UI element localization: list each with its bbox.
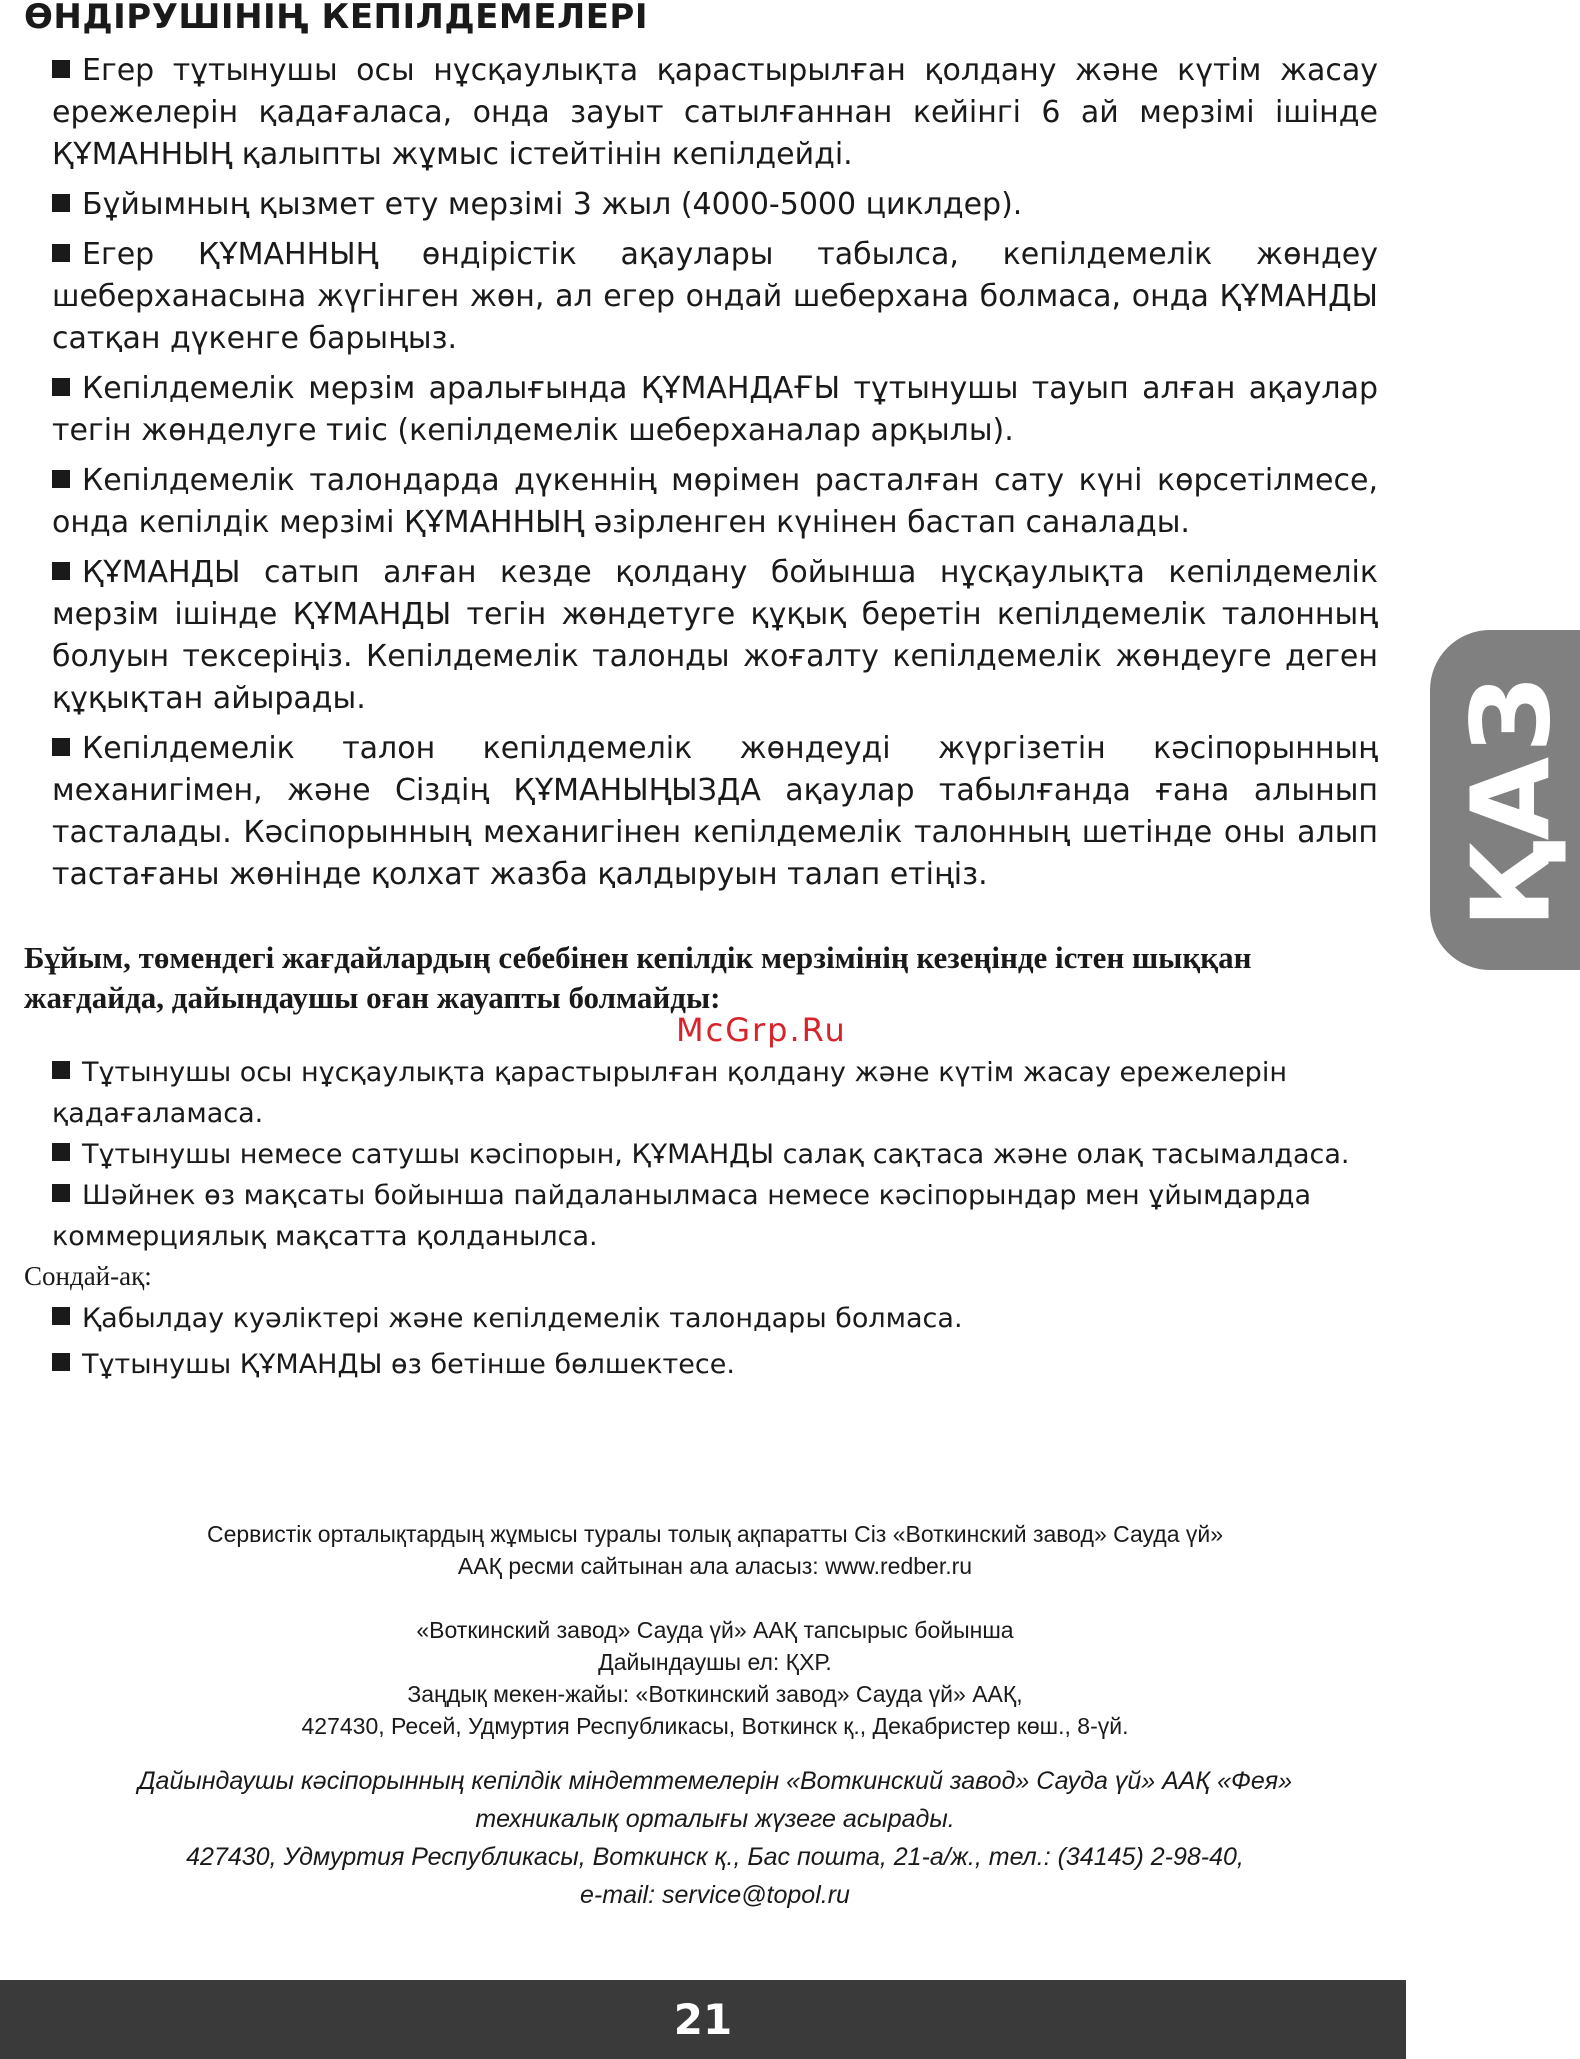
- exclusions-heading: Бұйым, төмендегі жағдайлардың себебінен кепілдік мерзімінің кезеңінде істен шыққан жағдайда, дайындаушы оған жауапты болмайды:: [24, 940, 1252, 1015]
- square-bullet-icon: [52, 60, 70, 78]
- manufacturer-info-line: Заңдық мекен-жайы: «Воткинский завод» Сауда үй» ААҚ,: [407, 1681, 1023, 1707]
- service-info-line: ААҚ ресми сайтынан ала аласыз: www.redber.ru: [457, 1553, 973, 1579]
- exclusion-item: Тұтынушы немесе сатушы кәсіпорын, ҚҰМАНДЫ салақ сақтаса және олақ тасымалдаса.: [52, 1134, 1378, 1175]
- warranty-item: Бұйымның қызмет ету мерзімі 3 жыл (4000-5000 циклдер).: [52, 184, 1378, 226]
- warranty-item: Кепілдемелік талондарда дүкеннің мөрімен расталған сату күні көрсетілмесе, онда кепілдік мерзімі ҚҰМАННЫҢ әзірленген күнінен бастап саналады.: [52, 463, 1378, 540]
- square-bullet-icon: [52, 1307, 70, 1325]
- square-bullet-icon: [52, 738, 70, 756]
- square-bullet-icon: [52, 1143, 70, 1161]
- exclusions-list: [52, 1052, 1378, 1257]
- warranty-list: [52, 50, 1378, 904]
- also-list: [52, 1298, 1378, 1390]
- warranty-item: Кепілдемелік талон кепілдемелік жөндеуді жүргізетін кәсіпорынның механигімен, және Сіздің ҚҰМАНЫҢЫЗДА ақаулар табылғанда ғана алынып тасталады. Кәсіпорынның механигінен кепілдемелік талонның шетінде оны алып тастағаны жөнінде қолхат жазба қалдыруын талап етіңіз.: [52, 731, 1378, 892]
- manufacturer-info-line: «Воткинский завод» Сауда үй» ААҚ тапсырыс бойынша: [416, 1617, 1014, 1643]
- warranty-item: Кепілдемелік мерзім аралығында ҚҰМАНДАҒЫ тұтынушы тауып алған ақаулар тегін жөнделуге тиіс (кепілдемелік шеберханалар арқылы).: [52, 371, 1378, 448]
- exclusion-item: Тұтынушы осы нұсқаулықта қарастырылған қолдану және күтім жасау ережелерін қадағаламаса.: [52, 1057, 1287, 1129]
- warranty-item: ҚҰМАНДЫ сатып алған кезде қолдану бойынша нұсқаулықта кепілдемелік мерзім ішінде ҚҰМАНДЫ тегін жөндетуге құқық беретін кепілдемелік талонның болуын тексеріңіз. Кепілдемелік талонды жоғалту кепілдемелік жөндеуге деген құқықтан айырады.: [52, 555, 1378, 716]
- square-bullet-icon: [52, 470, 70, 488]
- also-item: Тұтынушы ҚҰМАНДЫ өз бетінше бөлшектесе.: [52, 1344, 1378, 1385]
- service-info-line: Сервистік орталықтардың жұмысы туралы толық ақпаратты Сіз «Воткинский завод» Сауда үй»: [206, 1521, 1224, 1547]
- also-item: Қабылдау куәліктері және кепілдемелік талондары болмаса.: [52, 1298, 1378, 1339]
- square-bullet-icon: [52, 194, 70, 212]
- warranty-service-line: 427430, Удмуртия Республикасы, Воткинск қ., Бас пошта, 21-а/ж., тел.: (34145) 2-98-40,: [186, 1843, 1244, 1871]
- square-bullet-icon: [52, 244, 70, 262]
- manufacturer-info-line: Дайындаушы ел: ҚХР.: [598, 1649, 832, 1675]
- square-bullet-icon: [52, 1061, 70, 1079]
- warranty-service-info: [60, 1762, 1370, 1914]
- warranty-service-line: e-mail: service@topol.ru: [580, 1881, 850, 1909]
- square-bullet-icon: [52, 378, 70, 396]
- service-info: [60, 1518, 1370, 1582]
- also-label: Сондай-ақ:: [24, 1261, 152, 1291]
- square-bullet-icon: [52, 1184, 70, 1202]
- warranty-item: Егер ҚҰМАННЫҢ өндірістік ақаулары табылса, кепілдемелік жөндеу шеберханасына жүгінген жөн, ал егер ондай шеберхана болмаса, онда ҚҰМАНДЫ сатқан дүкенге барыңыз.: [52, 237, 1378, 356]
- warranty-item: Егер тұтынушы осы нұсқаулықта қарастырылған қолдану және күтім жасау ережелерін қадағаласа, онда зауыт сатылғаннан кейінгі 6 ай мерзімі ішінде ҚҰМАННЫҢ қалыпты жұмыс істейтінін кепілдейді.: [52, 53, 1378, 172]
- watermark-text: McGrp.Ru: [676, 1011, 847, 1049]
- manufacturer-info-line: 427430, Ресей, Удмуртия Республикасы, Воткинск қ., Декабристер көш., 8-үй.: [301, 1713, 1129, 1739]
- warranty-service-line: техникалық орталығы жүзеге асырады.: [475, 1805, 955, 1833]
- square-bullet-icon: [52, 562, 70, 580]
- exclusion-item: Шәйнек өз мақсаты бойынша пайдаланылмаса немесе кәсіпорындар мен ұйымдарда коммерциялық мақсатта қолданылса.: [52, 1180, 1312, 1252]
- manufacturer-info: [60, 1614, 1370, 1742]
- language-tab-label: ҚАЗ: [1449, 671, 1575, 929]
- warranty-service-line: Дайындаушы кәсіпорынның кепілдік міндеттемелерін «Воткинский завод» Сауда үй» ААҚ «Фея»: [137, 1767, 1293, 1795]
- page-number: 21: [673, 1995, 733, 2044]
- page-title: ӨНДІРУШІНІҢ КЕПІЛДЕМЕЛЕРІ: [24, 0, 648, 37]
- square-bullet-icon: [52, 1353, 70, 1371]
